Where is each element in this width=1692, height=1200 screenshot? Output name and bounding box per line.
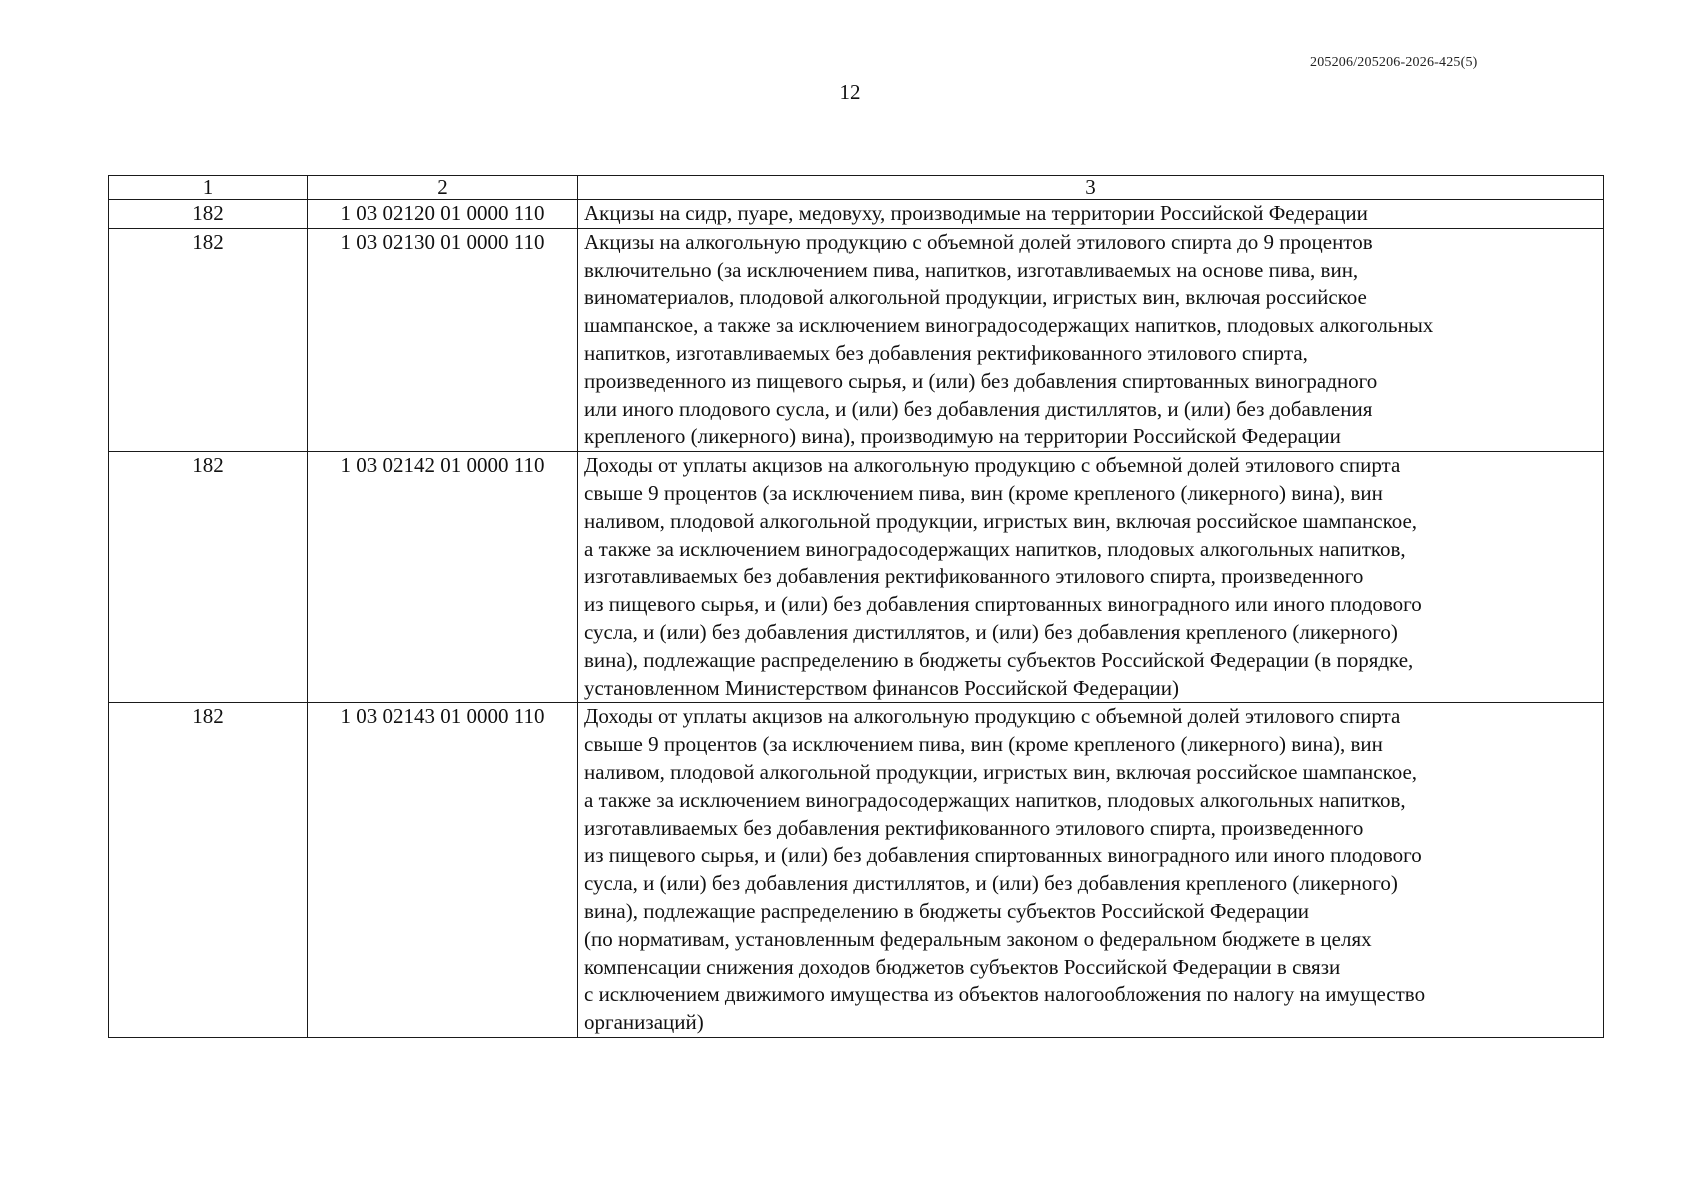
description-line: Акцизы на сидр, пуаре, медовуху, производимые на территории Российской Федерации: [584, 201, 1368, 225]
description-line: наливом, плодовой алкогольной продукции, игристых вин, включая российское шампанское,: [584, 508, 1418, 533]
description-line: сусла, и (или) без добавления дистиллятов, и (или) без добавления крепленого (ликерного): [584, 871, 1398, 896]
description-line: Акцизы на алкогольную продукцию с объемной долей этилового спирта до 9 процентов: [584, 229, 1373, 254]
description-line: с исключением движимого имущества из объектов налогообложения по налогу на имущество: [584, 982, 1426, 1007]
description-line: произведенного из пищевого сырья, и (или) без добавления спиртованных виноградного: [584, 368, 1378, 393]
document-reference-number: 205206/205206-2026-425(5): [1310, 55, 1478, 70]
table-row: [109, 228, 1604, 451]
page-number: 12: [839, 80, 861, 104]
description-line: включительно (за исключением пива, напитков, изготавливаемых на основе пива, вин,: [584, 257, 1359, 282]
column-header-2: 2: [308, 176, 578, 200]
description-cell: [578, 703, 1604, 1038]
kbk-code-cell: 1 03 02120 01 0000 110: [308, 200, 578, 229]
description-cell: [578, 228, 1604, 451]
kbk-code-cell: 1 03 02143 01 0000 110: [308, 703, 578, 1038]
description-line: изготавливаемых без добавления ректификованного этилового спирта, произведенного: [584, 815, 1364, 840]
description-line: вина), подлежащие распределению в бюджеты субъектов Российской Федерации: [584, 898, 1310, 923]
description-line: (по нормативам, установленным федеральным законом о федеральном бюджете в целях: [584, 926, 1372, 951]
description-cell: [578, 452, 1604, 703]
kbk-code-cell: 1 03 02142 01 0000 110: [308, 452, 578, 703]
description-line: изготавливаемых без добавления ректификованного этилового спирта, произведенного: [584, 564, 1364, 589]
description-line: крепленого (ликерного) вина), производимую на территории Российской Федерации: [584, 424, 1341, 449]
description-line: сусла, и (или) без добавления дистиллятов, и (или) без добавления крепленого (ликерного): [584, 619, 1398, 644]
description-line: а также за исключением виноградосодержащих напитков, плодовых алкогольных напитков,: [584, 536, 1406, 561]
admin-code-cell: 182: [109, 200, 308, 229]
admin-code-cell: 182: [109, 452, 308, 703]
description-line: наливом, плодовой алкогольной продукции, игристых вин, включая российское шампанское,: [584, 759, 1418, 784]
description-line: или иного плодового сусла, и (или) без добавления дистиллятов, и (или) без добавления: [584, 396, 1373, 421]
table-row: [109, 200, 1604, 229]
description-line: свыше 9 процентов (за исключением пива, вин (кроме крепленого (ликерного) вина), вин: [584, 480, 1383, 505]
description-line: свыше 9 процентов (за исключением пива, вин (кроме крепленого (ликерного) вина), вин: [584, 732, 1383, 757]
table-row: [109, 703, 1604, 1038]
description-line: виноматериалов, плодовой алкогольной продукции, игристых вин, включая российское: [584, 285, 1367, 310]
admin-code-cell: 182: [109, 228, 308, 451]
description-line: а также за исключением виноградосодержащих напитков, плодовых алкогольных напитков,: [584, 787, 1406, 812]
description-line: напитков, изготавливаемых без добавления ректификованного этилового спирта,: [584, 340, 1308, 365]
column-header-3: 3: [578, 176, 1604, 200]
description-line: установленном Министерством финансов Российской Федерации): [584, 675, 1180, 700]
description-line: компенсации снижения доходов бюджетов субъектов Российской Федерации в связи: [584, 954, 1341, 979]
description-line: Доходы от уплаты акцизов на алкогольную продукцию с объемной долей этилового спирта: [584, 704, 1401, 729]
table-row: [109, 452, 1604, 703]
description-line: из пищевого сырья, и (или) без добавления спиртованных виноградного или иного плодового: [584, 843, 1422, 868]
column-header-1: 1: [109, 176, 308, 200]
description-line: вина), подлежащие распределению в бюджеты субъектов Российской Федерации (в порядке,: [584, 647, 1414, 672]
description-line: из пищевого сырья, и (или) без добавления спиртованных виноградного или иного плодового: [584, 592, 1422, 617]
description-cell: [578, 200, 1604, 229]
description-line: Доходы от уплаты акцизов на алкогольную продукцию с объемной долей этилового спирта: [584, 453, 1401, 478]
kbk-code-cell: 1 03 02130 01 0000 110: [308, 228, 578, 451]
description-line: организаций): [584, 1010, 704, 1035]
table-header-row: [109, 176, 1604, 200]
admin-code-cell: 182: [109, 703, 308, 1038]
revenue-codes-table: [108, 175, 1604, 1038]
description-line: шампанское, а также за исключением виноградосодержащих напитков, плодовых алкогольных: [584, 313, 1434, 338]
